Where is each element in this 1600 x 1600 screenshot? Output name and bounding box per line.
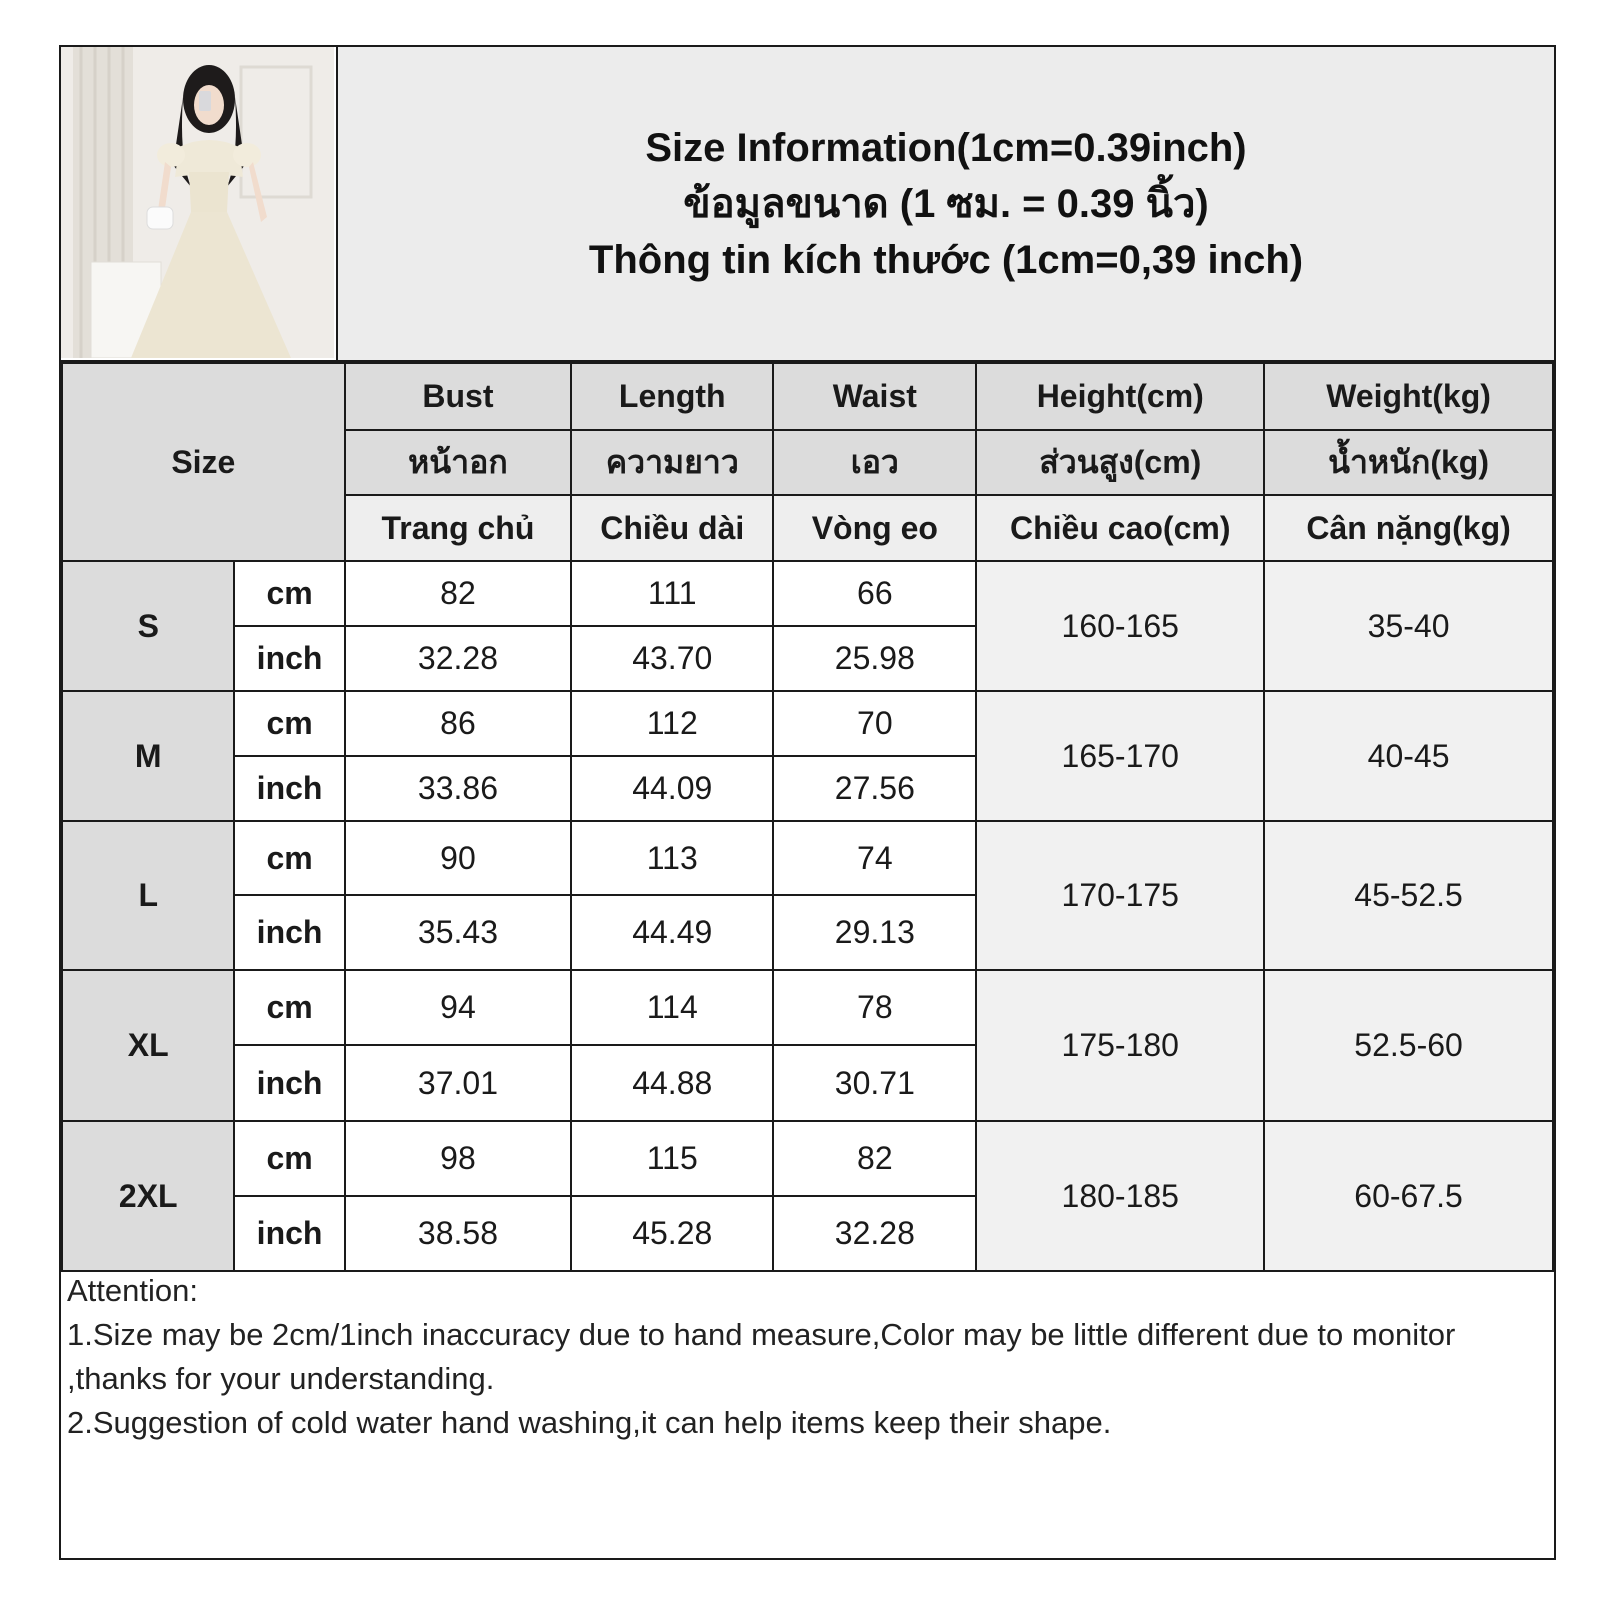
col-header-bust-th: หน้าอก — [345, 430, 572, 495]
height-range: 170-175 — [976, 821, 1264, 970]
attention-item: 1.Size may be 2cm/1inch inaccuracy due to hand measure,Color may be little different due to monitor ,thanks for your understanding. — [67, 1317, 1456, 1396]
model-dress-illustration — [61, 47, 334, 358]
title-english: Size Information(1cm=0.39inch) — [645, 125, 1247, 170]
size-name-m: M — [62, 691, 234, 821]
waist-cm: 78 — [773, 970, 976, 1045]
unit-inch: inch — [234, 1045, 344, 1121]
bust-inch: 35.43 — [345, 895, 572, 970]
bust-cm: 94 — [345, 970, 572, 1045]
attention-item: 2.Suggestion of cold water hand washing,it can help items keep their shape. — [67, 1405, 1112, 1440]
length-inch: 44.49 — [571, 895, 773, 970]
title-thai: ข้อมูลขนาด (1 ซม. = 0.39 นิ้ว) — [683, 181, 1209, 226]
size-chart — [59, 45, 1556, 1560]
col-header-length-en: Length — [571, 363, 773, 430]
attention-notes — [67, 1269, 1547, 1445]
length-inch: 43.70 — [571, 626, 773, 691]
waist-cm: 66 — [773, 561, 976, 626]
table-row — [62, 691, 1553, 756]
waist-cm: 74 — [773, 821, 976, 895]
size-header: Size — [62, 363, 345, 561]
col-header-bust-en: Bust — [345, 363, 572, 430]
waist-inch: 27.56 — [773, 756, 976, 821]
attention-heading: Attention: — [67, 1273, 198, 1308]
col-header-bust-vi: Trang chủ — [345, 495, 572, 561]
title-vietnamese: Thông tin kích thước (1cm=0,39 inch) — [588, 237, 1304, 282]
length-cm: 115 — [571, 1121, 773, 1196]
bust-cm: 82 — [345, 561, 572, 626]
length-cm: 114 — [571, 970, 773, 1045]
unit-cm: cm — [234, 970, 344, 1045]
bust-inch: 37.01 — [345, 1045, 572, 1121]
col-header-weight-en: Weight(kg) — [1264, 363, 1553, 430]
size-information-title — [338, 47, 1554, 362]
unit-inch: inch — [234, 756, 344, 821]
unit-cm: cm — [234, 821, 344, 895]
col-header-height-en: Height(cm) — [976, 363, 1264, 430]
col-header-waist-en: Waist — [773, 363, 976, 430]
size-name-2xl: 2XL — [62, 1121, 234, 1271]
table-row — [62, 970, 1553, 1045]
waist-inch: 25.98 — [773, 626, 976, 691]
col-header-height-vi: Chiều cao(cm) — [976, 495, 1264, 561]
col-header-length-vi: Chiều dài — [571, 495, 773, 561]
bust-cm: 86 — [345, 691, 572, 756]
length-inch: 45.28 — [571, 1196, 773, 1271]
waist-inch: 32.28 — [773, 1196, 976, 1271]
height-range: 160-165 — [976, 561, 1264, 691]
unit-cm: cm — [234, 561, 344, 626]
waist-inch: 29.13 — [773, 895, 976, 970]
unit-inch: inch — [234, 626, 344, 691]
weight-range: 60-67.5 — [1264, 1121, 1553, 1271]
waist-inch: 30.71 — [773, 1045, 976, 1121]
bust-inch: 38.58 — [345, 1196, 572, 1271]
unit-inch: inch — [234, 1196, 344, 1271]
table-row — [62, 1121, 1553, 1196]
waist-cm: 82 — [773, 1121, 976, 1196]
weight-range: 45-52.5 — [1264, 821, 1553, 970]
col-header-waist-vi: Vòng eo — [773, 495, 976, 561]
weight-range: 40-45 — [1264, 691, 1553, 821]
length-inch: 44.09 — [571, 756, 773, 821]
bust-cm: 98 — [345, 1121, 572, 1196]
unit-cm: cm — [234, 1121, 344, 1196]
bust-cm: 90 — [345, 821, 572, 895]
product-photo — [61, 47, 338, 362]
size-name-l: L — [62, 821, 234, 970]
bust-inch: 33.86 — [345, 756, 572, 821]
weight-range: 35-40 — [1264, 561, 1553, 691]
col-header-length-th: ความยาว — [571, 430, 773, 495]
unit-cm: cm — [234, 691, 344, 756]
weight-range: 52.5-60 — [1264, 970, 1553, 1121]
size-name-s: S — [62, 561, 234, 691]
length-inch: 44.88 — [571, 1045, 773, 1121]
col-header-waist-th: เอว — [773, 430, 976, 495]
table-row — [62, 821, 1553, 895]
height-range: 175-180 — [976, 970, 1264, 1121]
size-name-xl: XL — [62, 970, 234, 1121]
col-header-weight-vi: Cân nặng(kg) — [1264, 495, 1553, 561]
size-table — [61, 362, 1554, 1272]
col-header-weight-th: น้ำหนัก(kg) — [1264, 430, 1553, 495]
table-row — [62, 561, 1553, 626]
length-cm: 113 — [571, 821, 773, 895]
bust-inch: 32.28 — [345, 626, 572, 691]
length-cm: 112 — [571, 691, 773, 756]
waist-cm: 70 — [773, 691, 976, 756]
height-range: 180-185 — [976, 1121, 1264, 1271]
height-range: 165-170 — [976, 691, 1264, 821]
unit-inch: inch — [234, 895, 344, 970]
length-cm: 111 — [571, 561, 773, 626]
col-header-height-th: ส่วนสูง(cm) — [976, 430, 1264, 495]
